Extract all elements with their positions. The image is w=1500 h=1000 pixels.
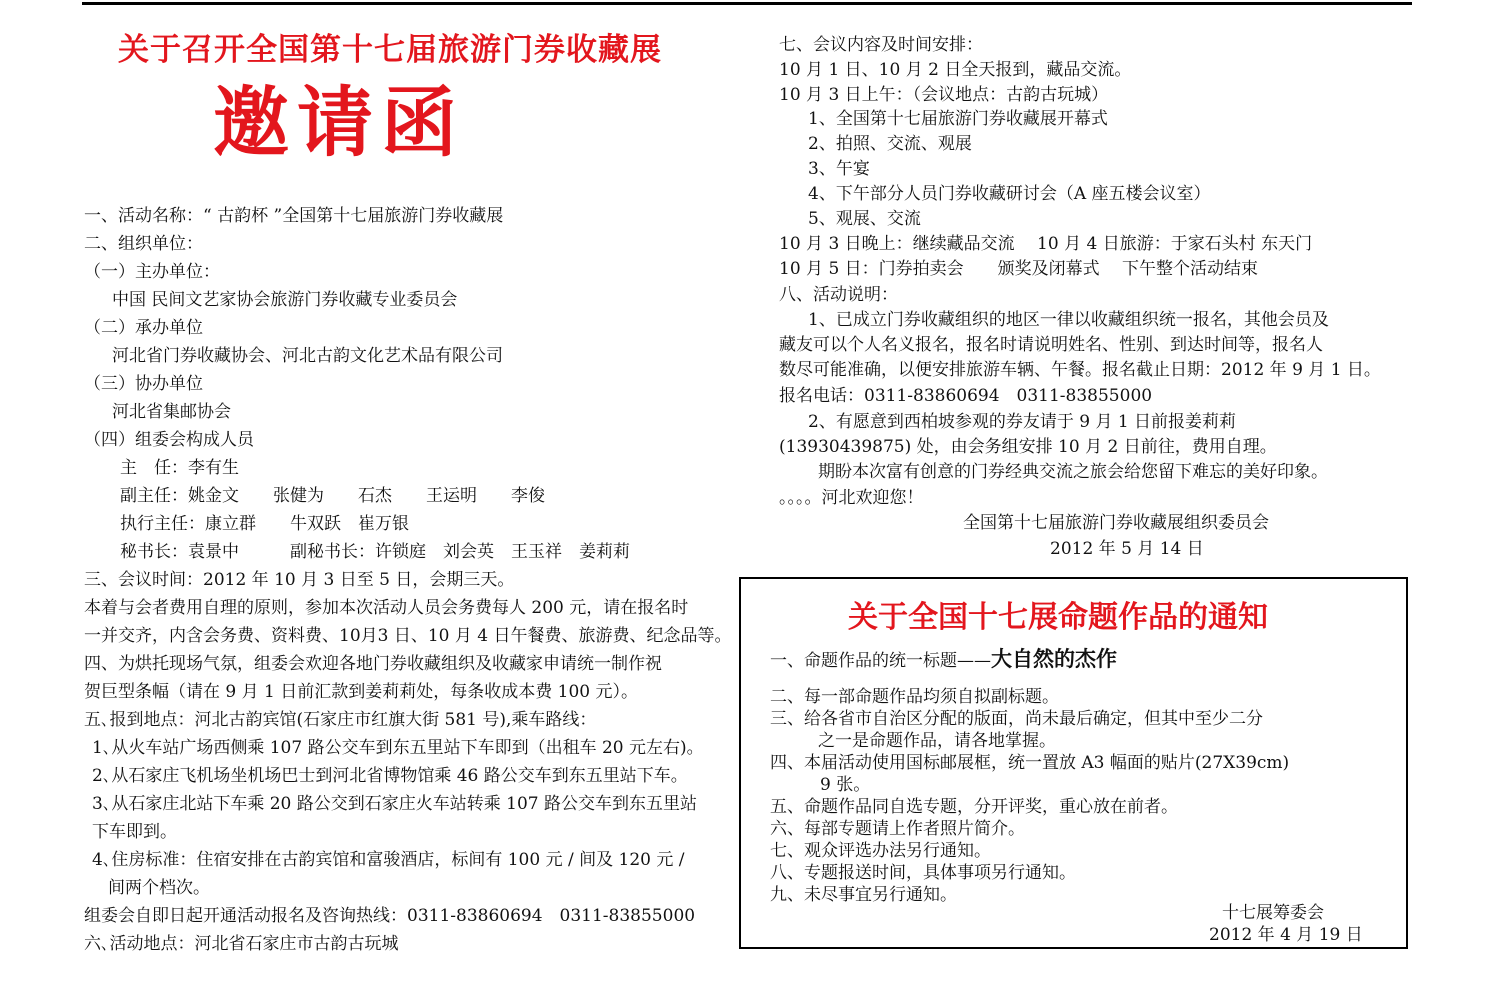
- route-3-cont: 下车即到。: [92, 822, 177, 842]
- notes-1-line1: 1、已成立门券收藏组织的地区一律以收藏组织统一报名，其他会员及: [808, 310, 1329, 330]
- closing-wish: 期盼本次富有创意的门券经典交流之旅会给您留下难忘的美好印象。: [818, 462, 1328, 482]
- notice-title: 关于全国十七展命题作品的通知: [848, 600, 1268, 635]
- route-1: 1､从火车站广场西侧乘 107 路公交车到东五里站下车即到（出租车 20 元左右)。: [92, 738, 704, 758]
- notice-item-1: [770, 646, 1117, 674]
- schedule-oct3-pm: 10 月 3 日晚上：继续藏品交流 10 月 4 日旅游：于家石头村 东天门: [779, 234, 1313, 254]
- invitation-signature: 全国第十七届旅游门券收藏展组织委员会: [963, 513, 1269, 533]
- schedule-item-3: 3、午宴: [808, 159, 870, 179]
- fee-line1: 本着与会者费用自理的原则，参加本次活动人员会务费每人 200 元，请在报名时: [84, 598, 689, 618]
- notice-item-1-prefix: 一、命题作品的统一标题——: [770, 651, 991, 671]
- invitation-date: 2012 年 5 月 14 日: [1050, 539, 1204, 559]
- host-unit: 中国 民间文艺家协会旅游门券收藏专业委员会: [112, 290, 458, 310]
- schedule-item-4: 4、下午部分人员门券收藏研讨会（A 座五楼会议室）: [808, 184, 1211, 204]
- notice-signature: 十七展筹委会: [1222, 903, 1324, 923]
- notes-heading: 八、活动说明：: [779, 285, 898, 305]
- notice-item-4: 四、本届活动使用国标邮展框，统一置放 A3 幅面的贴片(27X39cm): [770, 753, 1290, 773]
- banner-line1: 四、为烘托现场气氛，组委会欢迎各地门券收藏组织及收藏家申请统一制作祝: [84, 654, 662, 674]
- schedule-item-2: 2、拍照、交流、观展: [808, 134, 972, 154]
- notes-1-line2: 藏友可以个人名义报名，报名时请说明姓名、性别、到达时间等，报名人: [779, 335, 1323, 355]
- meeting-time: 三、会议时间：2012 年 10 月 3 日至 5 日，会期三天。: [84, 570, 515, 590]
- schedule-oct1-2: 10 月 1 日、10 月 2 日全天报到，藏品交流。: [779, 60, 1132, 80]
- notice-item-6: 六、每部专题请上作者照片简介。: [770, 819, 1025, 839]
- schedule-oct3-am: 10 月 3 日上午：（会议地点：古韵古玩城）: [779, 85, 1109, 105]
- committee-heading: （四）组委会构成人员: [84, 430, 254, 450]
- checkin-location: 五､报到地点：河北古韵宾馆(石家庄市红旗大街 581 号),乘车路线：: [84, 710, 597, 730]
- notes-1-line3: 数尽可能准确，以便安排旅游车辆、午餐。报名截止日期：2012 年 9 月 1 日。: [779, 360, 1381, 380]
- notice-item-2: 二、每一部命题作品均须自拟副标题。: [770, 687, 1059, 707]
- fee-line2: 一并交齐，内含会务费、资料费、10月3 日、10 月 4 日午餐费、旅游费、纪念品等。: [84, 626, 732, 646]
- banner-line2: 贺巨型条幅（请在 9 月 1 日前汇款到姜莉莉处，每条收成本费 100 元）。: [84, 682, 639, 702]
- notice-item-7: 七、观众评选办法另行通知。: [770, 841, 991, 861]
- notice-item-5: 五、命题作品同自选专题，分开评奖，重心放在前者。: [770, 797, 1178, 817]
- route-3: 3､从石家庄北站下车乘 20 路公交到石家庄火车站转乘 107 路公交车到东五里站: [92, 794, 698, 814]
- notice-item-4-cont: 9 张。: [820, 775, 871, 795]
- notice-theme-title: 大自然的杰作: [991, 647, 1117, 671]
- notes-2-line1: 2、有愿意到西柏坡参观的券友请于 9 月 1 日前报姜莉莉: [808, 412, 1237, 432]
- host-heading: （一）主办单位：: [84, 262, 220, 282]
- event-name-line: 一、活动名称：“ 古韵杯 ”全国第十七届旅游门券收藏展: [84, 206, 504, 226]
- notice-item-9: 九、未尽事宜另行通知。: [770, 885, 957, 905]
- notice-item-3: 三、给各省市自治区分配的版面，尚未最后确定，但其中至少二分: [770, 709, 1263, 729]
- hotline: 组委会自即日起开通活动报名及咨询热线：0311-83860694 0311-83855000: [84, 906, 696, 926]
- co-organizer-heading: （三）协办单位: [84, 374, 203, 394]
- lodging-line1: 4､住房标准：住宿安排在古韵宾馆和富骏酒店，标间有 100 元 / 间及 120 元 /: [92, 850, 685, 870]
- venue: 六､活动地点：河北省石家庄市古韵古玩城: [84, 934, 399, 954]
- committee-executive: 执行主任：康立群 牛双跃 崔万银: [120, 514, 409, 534]
- schedule-item-1: 1、全国第十七届旅游门券收藏展开幕式: [808, 109, 1108, 129]
- notes-2-line2: (13930439875) 处，由会务组安排 10 月 2 日前往，费用自理。: [779, 437, 1277, 457]
- top-rule: [82, 2, 1412, 5]
- route-2: 2､从石家庄飞机场坐机场巴士到河北省博物馆乘 46 路公交车到东五里站下车。: [92, 766, 688, 786]
- registration-phone: 报名电话：0311-83860694 0311-83855000: [779, 386, 1153, 406]
- schedule-item-5: 5、观展、交流: [808, 209, 921, 229]
- invitation-title-line2: 邀请函: [213, 78, 465, 167]
- schedule-oct5: 10 月 5 日：门券拍卖会 颁奖及闭幕式 下午整个活动结束: [779, 259, 1259, 279]
- notice-item-3-cont: 之一是命题作品，请各地掌握。: [818, 731, 1056, 751]
- committee-secretary: 秘书长：袁景中 副秘书长：许锁庭 刘会英 王玉祥 姜莉莉: [120, 542, 630, 562]
- schedule-heading: 七、会议内容及时间安排：: [779, 35, 983, 55]
- notice-date: 2012 年 4 月 19 日: [1209, 925, 1363, 945]
- invitation-title-line1: 关于召开全国第十七届旅游门券收藏展: [118, 32, 662, 68]
- undertaker-unit: 河北省门券收藏协会、河北古韵文化艺术品有限公司: [112, 346, 503, 366]
- lodging-line2: 间两个档次。: [108, 878, 210, 898]
- co-organizer-unit: 河北省集邮协会: [112, 402, 231, 422]
- welcome-line: 。。。。河北欢迎您！: [779, 488, 924, 508]
- notice-item-8: 八、专题报送时间，具体事项另行通知。: [770, 863, 1076, 883]
- undertaker-heading: （二）承办单位: [84, 318, 203, 338]
- committee-director: 主 任：李有生: [120, 458, 239, 478]
- organizer-heading: 二、组织单位：: [84, 234, 203, 254]
- committee-deputy: 副主任：姚金文 张健为 石杰 王运明 李俊: [120, 486, 545, 506]
